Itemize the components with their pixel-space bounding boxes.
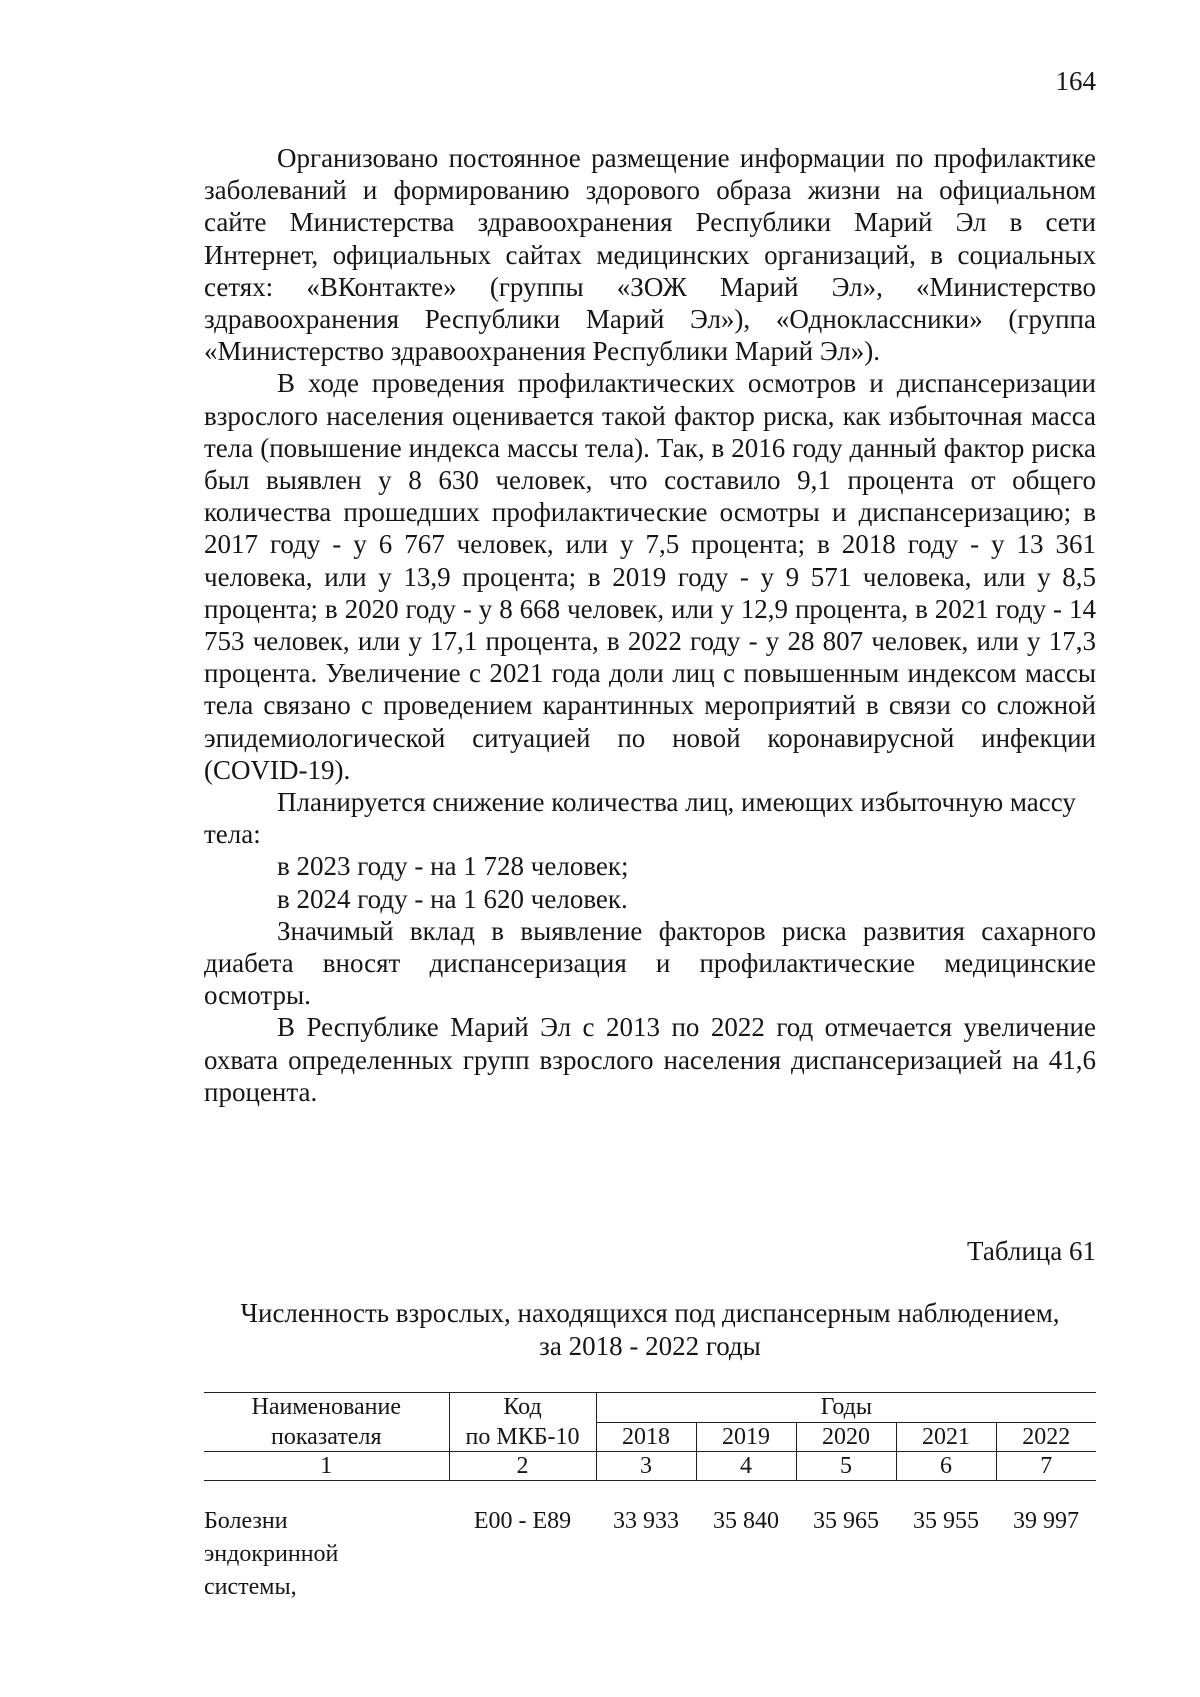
paragraph-coverage-increase: В Республике Марий Эл с 2013 по 2022 год отмечается увеличение охвата определенных групп взрослого населения диспансеризацией на 41,6 процента. [204,1012,1096,1107]
column-number: 6 [896,1452,996,1481]
paragraph-planned-reduction: Планируется снижение количества лиц, имеющих избыточную массу тела: [204,787,1076,850]
header-years: Годы [596,1393,1096,1423]
column-number: 1 [204,1452,449,1481]
column-number: 3 [596,1452,696,1481]
column-number: 5 [796,1452,896,1481]
paragraph-overweight-risk: В ходе проведения профилактических осмотров и диспансеризации взрослого населения оценивается такой фактор риска, как избыточная масса тела (повышение индекса массы тела). Так, в 2016 году данный фактор риска был выявлен у 8 630 человек, что составило 9,1 процента от общего количества прошедших профилактические осмотры и диспансеризацию; в 2017 году - у 6 767 человек, или у 7,5 процента; в 2018 году - у 13 361 человека, или у 13,9 процента; в 2019 году - у 9 571 человека, или у 8,5 процента; в 2020 году - у 8 668 человек, или у 12,9 процента, в 2021 году - 14 753 человек, или у 17,1 процента, в 2022 году - у 28 807 человек, или у 17,3 процента. Увеличение с 2021 года доли лиц с повышенным индексом массы тела связано с проведением карантинных мероприятий в связи со сложной эпидемиологической ситуацией по новой коронавирусной инфекции (COVID-19). [204,368,1096,785]
table-title-line: за 2018 - 2022 годы [539,1331,761,1361]
column-number: 4 [696,1452,796,1481]
header-year: 2018 [596,1423,696,1452]
paragraph-info-placement: Организовано постоянное размещение информации по профилактике заболеваний и формированию здорового образа жизни на официальном сайте Министерства здравоохранения Республики Марий Эл в сети Интернет, официальных сайтах медицинских организаций, в социальных сетях: «ВКонтакте» (группы «ЗОЖ Марий Эл», «Министерство здравоохранения Республики Марий Эл»), «Одноклассники» (группа «Министерство здравоохранения Республики Марий Эл»). [204,143,1096,367]
header-year: 2020 [796,1423,896,1452]
header-year: 2022 [996,1423,1096,1452]
column-number: 2 [449,1452,596,1481]
row-code: E00 - E89 [473,1508,572,1534]
page-number: 164 [1055,66,1096,96]
table-label: Таблица 61 [967,1236,1096,1266]
body-text [204,142,1096,1108]
table-title [204,1297,1096,1363]
plan-item-2023: в 2023 году - на 1 728 человек; [277,851,629,882]
row-name: Болезни эндокринной системы, [204,1508,339,1600]
row-value: 33 933 [613,1508,679,1534]
header-name: Наименование [204,1393,449,1423]
header-year: 2019 [696,1423,796,1452]
row-value: 39 997 [1013,1508,1080,1534]
paragraph-diabetes-factors: Значимый вклад в выявление факторов риска развития сахарного диабета вносят диспансеризация и профилактические медицинские осмотры. [204,915,1096,1011]
header-code: Код [449,1393,596,1423]
table-row [204,1505,1096,1604]
row-value: 35 840 [713,1508,779,1534]
header-year: 2021 [896,1423,996,1452]
row-value: 35 955 [913,1508,979,1534]
row-value: 35 965 [813,1508,879,1534]
table-title-line: Численность взрослых, находящихся под диспансерным наблюдением, [240,1298,1060,1328]
plan-item-2024: в 2024 году - на 1 620 человек. [277,883,628,914]
header-name-cont: показателя [204,1423,449,1452]
dispensary-table [204,1392,1096,1604]
column-number: 7 [996,1452,1096,1481]
header-code-cont: по МКБ-10 [449,1423,596,1452]
